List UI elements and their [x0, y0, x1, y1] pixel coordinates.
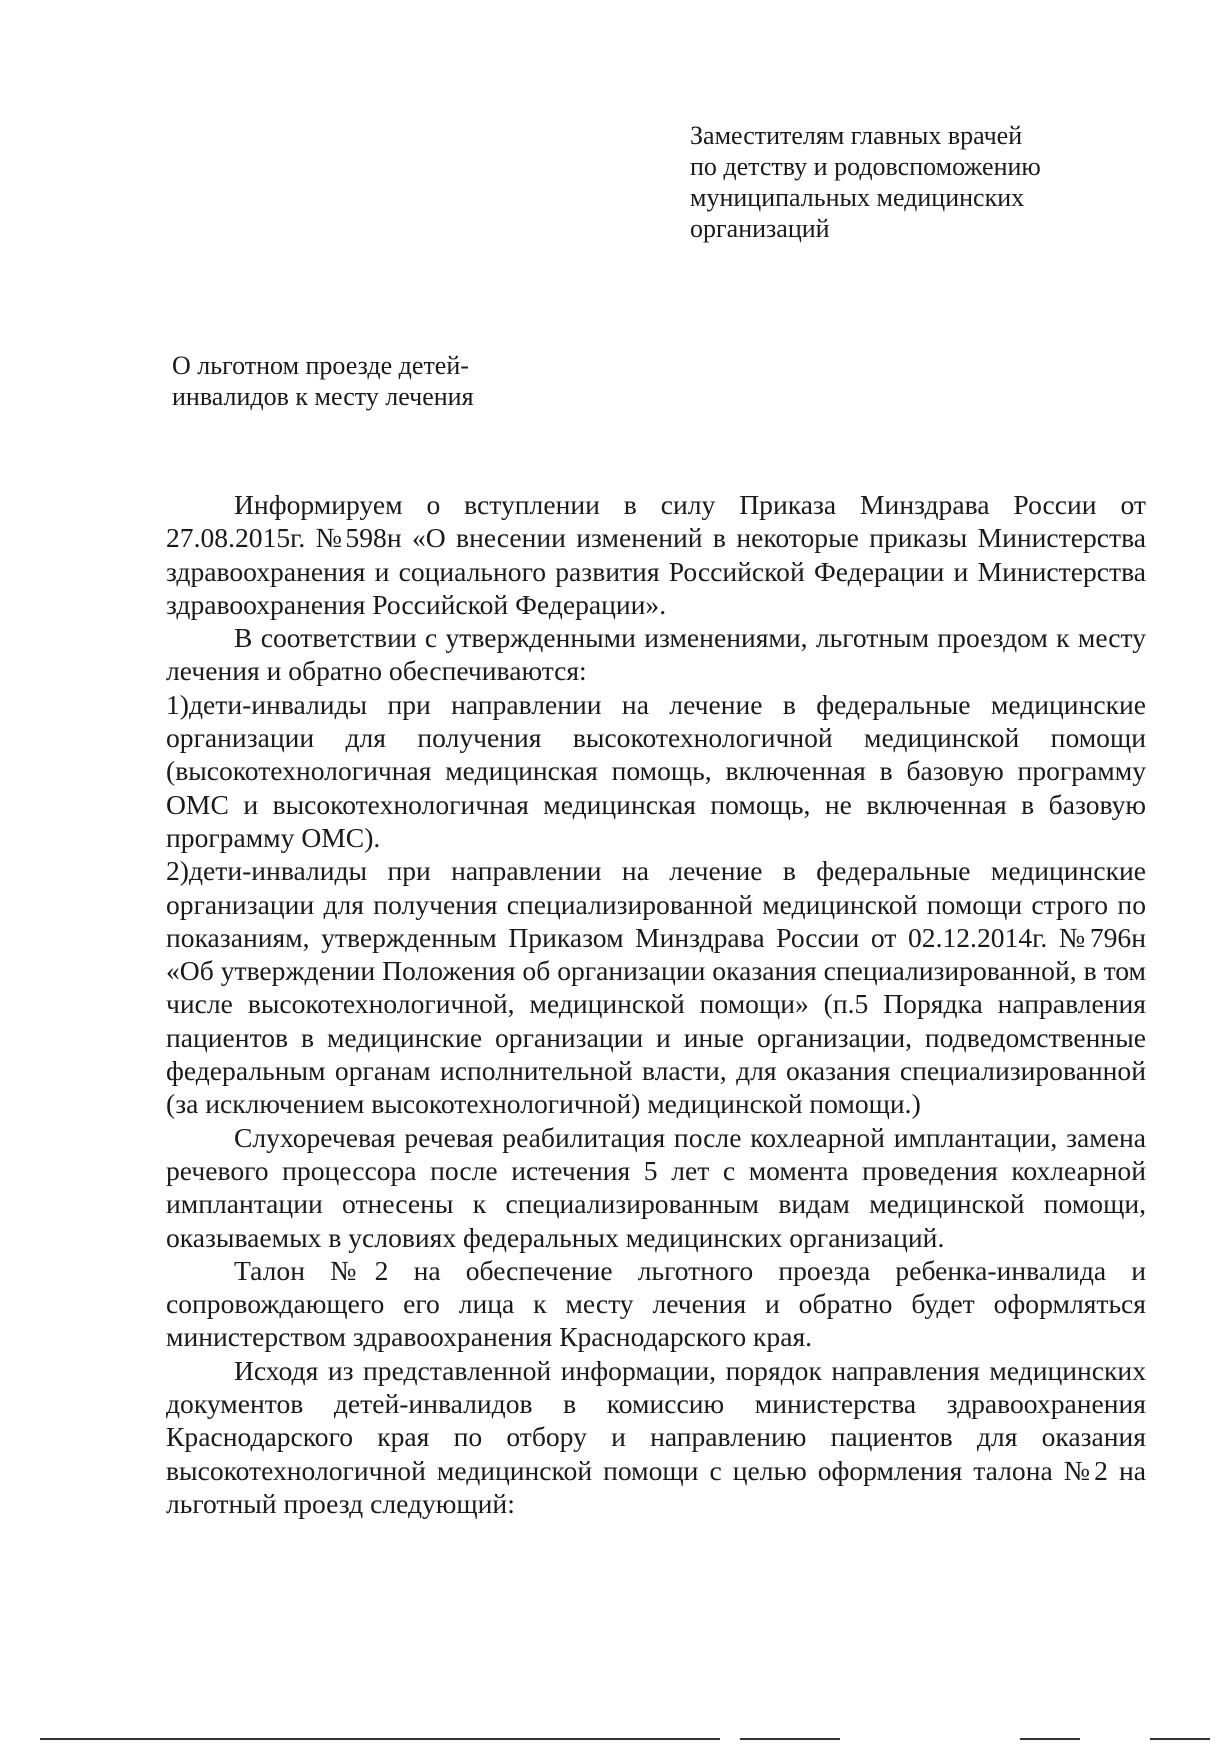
paragraph-announcement: Информируем о вступлении в силу Приказа Минздрава России от 27.08.2015г. №598н «О внесении изменений в некоторые приказы Министерства здравоохранения и социального развития Российской Федерации и Министерства здравоохранения Российской Федерации». — [166, 489, 1146, 620]
footer-line — [1020, 1738, 1080, 1740]
footer-scan-lines — [0, 1738, 1229, 1742]
paragraph-item-1: 1)дети-инвалиды при направлении на лечение в федеральные медицинские организации для получения высокотехнологичной медицинской помощи (высокотехнологичная медицинская помощь, включенная в базовую программу ОМС и высокотехнологичная медицинская помощь, не включенная в базовую программу ОМС). — [166, 688, 1146, 853]
addressee-line: муниципальных медицинских — [690, 183, 1025, 212]
subject-block — [172, 350, 592, 412]
paragraph-cochlear: Слухоречевая речевая реабилитация после кохлеарной имплантации, замена речевого процессора после истечения 5 лет с момента проведения кохлеарной имплантации отнесены к специализированным видам медицинской помощи, оказываемых в условиях федеральных медицинских организаций. — [166, 1121, 1146, 1253]
footer-line — [1150, 1738, 1210, 1740]
footer-line — [740, 1738, 840, 1740]
addressee-line: по детству и родовспоможению — [690, 152, 1041, 181]
addressee-line: организаций — [690, 214, 830, 243]
subject-line: О льготном проезде детей- — [172, 351, 469, 380]
subject-line: инвалидов к месту лечения — [172, 382, 474, 411]
paragraph-procedure: Исходя из представленной информации, порядок направления медицинских документов детей-инвалидов в комиссию министерства здравоохранения Краснодарского края по отбору и направлению пациентов для оказания высокотехнологичной медицинской помощи с целью оформления талона №2 на льготный проезд следующий: — [166, 1354, 1146, 1519]
letter-body — [166, 488, 1146, 1520]
paragraph-ticket: Талон №2 на обеспечение льготного проезда ребенка-инвалида и сопровождающего его лица к месту лечения и обратно будет оформляться министерством здравоохранения Краснодарского края. — [166, 1254, 1146, 1353]
paragraph-item-2: 2)дети-инвалиды при направлении на лечение в федеральные медицинские организации для получения специализированной медицинской помощи строго по показаниям, утвержденным Приказом Минздрава России от 02.12.2014г. №796н «Об утверждении Положения об организации оказания специализированной, в том числе высокотехнологичной, медицинской помощи» (п.5 Порядка направления пациентов в медицинские организации и иные организации, подведомственные федеральным органам исполнительной власти, для оказания специализированной (за исключением высокотехнологичной) медицинской помощи.) — [166, 855, 1146, 1120]
addressee-block — [690, 120, 1150, 244]
paragraph-changes-intro: В соответствии с утвержденными изменениями, льготным проездом к месту лечения и обратно обеспечиваются: — [166, 622, 1146, 687]
addressee-line: Заместителям главных врачей — [690, 121, 1023, 150]
footer-line — [40, 1738, 720, 1740]
